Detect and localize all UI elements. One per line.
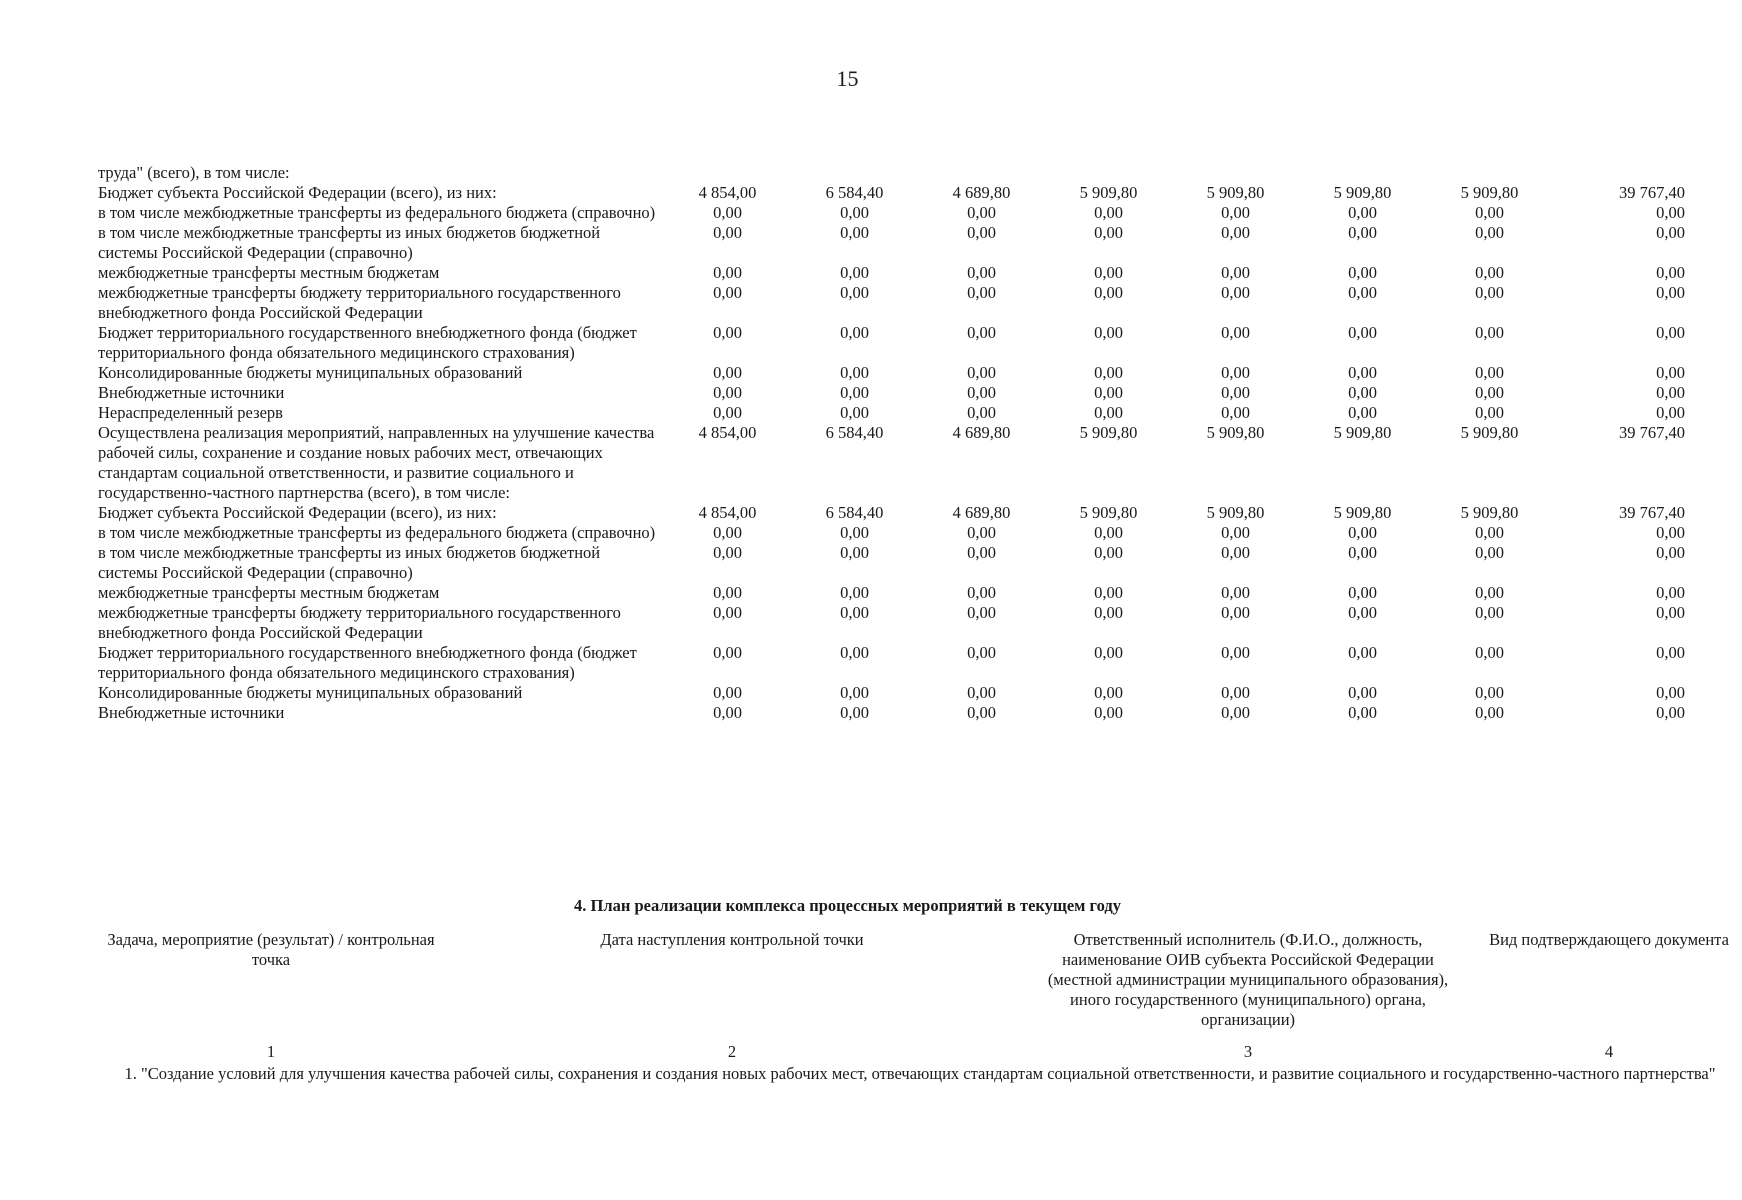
funding-value: 0,00 <box>840 383 869 402</box>
funding-value: 0,00 <box>1094 283 1123 302</box>
funding-value: 0,00 <box>1656 703 1685 722</box>
funding-value: 0,00 <box>1094 403 1123 422</box>
funding-value: 0,00 <box>967 703 996 722</box>
funding-value: 0,00 <box>967 523 996 542</box>
funding-row-label: межбюджетные трансферты бюджету территориального государственного внебюджетного фонда Российской Федерации <box>98 603 621 642</box>
funding-row <box>98 403 1691 423</box>
funding-value: 0,00 <box>1348 683 1377 702</box>
funding-row-label: в том числе межбюджетные трансферты из федерального бюджета (справочно) <box>98 523 656 542</box>
funding-value: 0,00 <box>1094 363 1123 382</box>
plan-column-number: 1 <box>266 1042 276 1061</box>
funding-value: 0,00 <box>840 683 869 702</box>
funding-value: 0,00 <box>1094 383 1123 402</box>
funding-value: 0,00 <box>967 203 996 222</box>
funding-value: 0,00 <box>1475 523 1504 542</box>
funding-value: 39 767,40 <box>1619 503 1685 522</box>
funding-row <box>98 503 1691 523</box>
plan-header-executor: Ответственный исполнитель (Ф.И.О., должность, наименование ОИВ субъекта Российской Федерации (местной администрации муниципального образования), иного государственного (муниципального) органа, организации) <box>1047 930 1449 1029</box>
funding-row <box>98 543 1691 583</box>
funding-value: 0,00 <box>713 223 742 242</box>
funding-value <box>918 163 1045 183</box>
plan-task-row: 1. "Создание условий для улучшения качества рабочей силы, сохранения и создания новых рабочих мест, отвечающих стандартам социальной ответственности, и развитие социального и государственно-частного партнерства" <box>124 1064 1716 1083</box>
funding-row-label: межбюджетные трансферты бюджету территориального государственного внебюджетного фонда Российской Федерации <box>98 283 621 322</box>
funding-value: 0,00 <box>1094 603 1123 622</box>
funding-value: 0,00 <box>1656 363 1685 382</box>
funding-value: 0,00 <box>967 603 996 622</box>
funding-value: 0,00 <box>1475 223 1504 242</box>
funding-value: 0,00 <box>713 283 742 302</box>
funding-value: 0,00 <box>1094 683 1123 702</box>
funding-value: 0,00 <box>1656 283 1685 302</box>
funding-value: 0,00 <box>1656 683 1685 702</box>
funding-value: 0,00 <box>1656 263 1685 282</box>
funding-value: 0,00 <box>713 523 742 542</box>
funding-value: 0,00 <box>840 283 869 302</box>
funding-value: 0,00 <box>1475 323 1504 342</box>
funding-value: 0,00 <box>967 283 996 302</box>
funding-row <box>98 683 1691 703</box>
page-number: 15 <box>836 66 859 91</box>
funding-row-label: Консолидированные бюджеты муниципальных образований <box>98 683 523 702</box>
funding-row <box>98 323 1691 363</box>
funding-value: 5 909,80 <box>1333 423 1392 442</box>
funding-value: 0,00 <box>1348 203 1377 222</box>
funding-value: 0,00 <box>1348 363 1377 382</box>
funding-value: 5 909,80 <box>1460 183 1519 202</box>
funding-value: 0,00 <box>1221 363 1250 382</box>
funding-row-label: Нераспределенный резерв <box>98 403 283 422</box>
funding-value: 0,00 <box>1348 523 1377 542</box>
funding-value: 0,00 <box>1656 643 1685 662</box>
funding-value <box>1045 163 1172 183</box>
funding-value: 4 854,00 <box>698 423 757 442</box>
funding-row <box>98 163 1691 183</box>
funding-value: 0,00 <box>1475 643 1504 662</box>
funding-value: 0,00 <box>1094 543 1123 562</box>
funding-value: 0,00 <box>967 323 996 342</box>
funding-value: 0,00 <box>1348 603 1377 622</box>
funding-value: 0,00 <box>1221 703 1250 722</box>
funding-value: 0,00 <box>1348 323 1377 342</box>
funding-value <box>1553 163 1691 183</box>
funding-value: 0,00 <box>1348 263 1377 282</box>
funding-value: 5 909,80 <box>1206 423 1265 442</box>
funding-row <box>98 523 1691 543</box>
funding-value: 0,00 <box>1094 523 1123 542</box>
funding-value: 0,00 <box>713 643 742 662</box>
funding-value: 0,00 <box>1475 363 1504 382</box>
funding-row-label: Осуществлена реализация мероприятий, направленных на улучшение качества рабочей силы, сохранение и создание новых рабочих мест, отвечающих стандартам социальной ответственности, и развитие социального и государственно-частного партнерства (всего), в том числе: <box>98 423 655 502</box>
funding-value: 6 584,40 <box>825 183 884 202</box>
funding-value: 5 909,80 <box>1079 503 1138 522</box>
funding-value: 0,00 <box>713 383 742 402</box>
funding-value: 0,00 <box>1656 603 1685 622</box>
funding-value: 0,00 <box>1475 263 1504 282</box>
funding-value: 5 909,80 <box>1460 423 1519 442</box>
funding-value: 5 909,80 <box>1206 503 1265 522</box>
funding-value: 0,00 <box>1656 383 1685 402</box>
funding-value: 0,00 <box>1475 383 1504 402</box>
funding-row <box>98 583 1691 603</box>
funding-value: 0,00 <box>1656 223 1685 242</box>
funding-row <box>98 643 1691 683</box>
funding-value: 0,00 <box>713 583 742 602</box>
funding-value: 0,00 <box>1221 383 1250 402</box>
funding-row <box>98 203 1691 223</box>
funding-value: 0,00 <box>1221 683 1250 702</box>
funding-value: 0,00 <box>713 403 742 422</box>
funding-value: 0,00 <box>1656 543 1685 562</box>
funding-row <box>98 283 1691 323</box>
funding-value: 0,00 <box>840 523 869 542</box>
plan-column-number: 2 <box>727 1042 737 1061</box>
funding-row <box>98 263 1691 283</box>
funding-value: 0,00 <box>1221 283 1250 302</box>
funding-value: 0,00 <box>840 203 869 222</box>
funding-value: 0,00 <box>1475 683 1504 702</box>
funding-row-label: Бюджет территориального государственного внебюджетного фонда (бюджет территориального фонда обязательного медицинского страхования) <box>98 323 637 362</box>
funding-value: 0,00 <box>1094 583 1123 602</box>
funding-value <box>791 163 918 183</box>
funding-value: 39 767,40 <box>1619 183 1685 202</box>
funding-value: 0,00 <box>1094 203 1123 222</box>
funding-value: 0,00 <box>840 583 869 602</box>
funding-value: 5 909,80 <box>1460 503 1519 522</box>
funding-value: 0,00 <box>1656 323 1685 342</box>
funding-value: 0,00 <box>713 263 742 282</box>
funding-value: 0,00 <box>1475 403 1504 422</box>
funding-row-label: Внебюджетные источники <box>98 383 285 402</box>
plan-header-date: Дата наступления контрольной точки <box>600 930 864 949</box>
funding-value: 0,00 <box>713 603 742 622</box>
funding-value: 0,00 <box>1348 703 1377 722</box>
funding-value: 39 767,40 <box>1619 423 1685 442</box>
funding-value: 0,00 <box>1221 323 1250 342</box>
funding-value: 0,00 <box>1221 263 1250 282</box>
funding-value: 0,00 <box>1221 583 1250 602</box>
funding-row <box>98 223 1691 263</box>
funding-value: 0,00 <box>1656 583 1685 602</box>
funding-value: 0,00 <box>967 223 996 242</box>
funding-value: 0,00 <box>1475 283 1504 302</box>
funding-value: 0,00 <box>840 323 869 342</box>
funding-row <box>98 183 1691 203</box>
funding-row-label: межбюджетные трансферты местным бюджетам <box>98 263 440 282</box>
funding-value: 0,00 <box>967 543 996 562</box>
funding-value: 0,00 <box>840 363 869 382</box>
funding-value: 0,00 <box>1656 203 1685 222</box>
funding-row-label: Бюджет территориального государственного внебюджетного фонда (бюджет территориального фонда обязательного медицинского страхования) <box>98 643 637 682</box>
funding-value: 0,00 <box>840 543 869 562</box>
funding-value: 0,00 <box>713 323 742 342</box>
funding-value: 0,00 <box>840 403 869 422</box>
funding-row-label: в том числе межбюджетные трансферты из федерального бюджета (справочно) <box>98 203 656 222</box>
plan-column-number: 3 <box>1243 1042 1253 1061</box>
plan-column-number: 4 <box>1604 1042 1614 1061</box>
funding-table <box>98 163 1691 723</box>
funding-value: 0,00 <box>1348 403 1377 422</box>
plan-header-task: Задача, мероприятие (результат) / контрольная точка <box>107 930 435 969</box>
funding-value: 0,00 <box>713 683 742 702</box>
funding-value: 0,00 <box>1094 323 1123 342</box>
funding-value: 0,00 <box>1348 643 1377 662</box>
funding-value: 0,00 <box>1221 403 1250 422</box>
funding-value <box>1426 163 1553 183</box>
funding-row <box>98 703 1691 723</box>
funding-value: 0,00 <box>713 363 742 382</box>
funding-value: 0,00 <box>1475 603 1504 622</box>
funding-value: 0,00 <box>1475 203 1504 222</box>
funding-value: 0,00 <box>1656 523 1685 542</box>
funding-value: 0,00 <box>1221 203 1250 222</box>
funding-value: 6 584,40 <box>825 503 884 522</box>
funding-row <box>98 383 1691 403</box>
funding-value: 0,00 <box>1348 383 1377 402</box>
funding-value: 0,00 <box>967 583 996 602</box>
funding-value: 0,00 <box>713 543 742 562</box>
funding-value: 0,00 <box>1094 703 1123 722</box>
funding-value: 0,00 <box>1221 603 1250 622</box>
plan-table <box>98 930 1742 1085</box>
funding-value: 5 909,80 <box>1333 183 1392 202</box>
funding-value: 5 909,80 <box>1079 423 1138 442</box>
funding-value: 0,00 <box>840 603 869 622</box>
funding-value: 5 909,80 <box>1333 503 1392 522</box>
funding-value <box>1172 163 1299 183</box>
funding-value: 0,00 <box>1475 703 1504 722</box>
funding-row <box>98 603 1691 643</box>
funding-row-label: в том числе межбюджетные трансферты из иных бюджетов бюджетной системы Российской Федерации (справочно) <box>98 223 601 262</box>
funding-value: 4 854,00 <box>698 183 757 202</box>
funding-value: 0,00 <box>1094 223 1123 242</box>
funding-value: 0,00 <box>1221 543 1250 562</box>
funding-value: 0,00 <box>840 643 869 662</box>
funding-value <box>664 163 791 183</box>
funding-value: 0,00 <box>713 703 742 722</box>
funding-value: 0,00 <box>1348 543 1377 562</box>
funding-value: 4 689,80 <box>952 183 1011 202</box>
funding-value: 4 689,80 <box>952 503 1011 522</box>
funding-row <box>98 423 1691 503</box>
funding-row-label: Бюджет субъекта Российской Федерации (всего), из них: <box>98 503 497 522</box>
funding-value: 0,00 <box>1094 643 1123 662</box>
funding-value: 6 584,40 <box>825 423 884 442</box>
section-title: 4. План реализации комплекса процессных мероприятий в текущем году <box>574 896 1121 915</box>
plan-header-document: Вид подтверждающего документа <box>1489 930 1729 949</box>
funding-value: 0,00 <box>840 703 869 722</box>
funding-value: 0,00 <box>1348 283 1377 302</box>
funding-row-label: Бюджет субъекта Российской Федерации (всего), из них: <box>98 183 497 202</box>
funding-value: 0,00 <box>1094 263 1123 282</box>
funding-row-label: межбюджетные трансферты местным бюджетам <box>98 583 440 602</box>
funding-value: 5 909,80 <box>1206 183 1265 202</box>
funding-value: 5 909,80 <box>1079 183 1138 202</box>
funding-value: 0,00 <box>1221 223 1250 242</box>
funding-value: 0,00 <box>1656 403 1685 422</box>
funding-value: 0,00 <box>1348 223 1377 242</box>
funding-row-label: Внебюджетные источники <box>98 703 285 722</box>
funding-value: 0,00 <box>967 363 996 382</box>
funding-value: 0,00 <box>1475 543 1504 562</box>
funding-table-body <box>98 163 1691 723</box>
funding-value: 0,00 <box>967 683 996 702</box>
funding-row <box>98 363 1691 383</box>
funding-row-label: в том числе межбюджетные трансферты из иных бюджетов бюджетной системы Российской Федерации (справочно) <box>98 543 601 582</box>
funding-value: 0,00 <box>1221 523 1250 542</box>
funding-value: 0,00 <box>713 203 742 222</box>
funding-value: 0,00 <box>1348 583 1377 602</box>
funding-value: 4 689,80 <box>952 423 1011 442</box>
funding-value: 0,00 <box>967 403 996 422</box>
funding-row-label: Консолидированные бюджеты муниципальных образований <box>98 363 523 382</box>
funding-value: 0,00 <box>967 263 996 282</box>
funding-value: 4 854,00 <box>698 503 757 522</box>
funding-value: 0,00 <box>840 263 869 282</box>
funding-value: 0,00 <box>1475 583 1504 602</box>
funding-value: 0,00 <box>1221 643 1250 662</box>
funding-row-label: труда" (всего), в том числе: <box>98 163 290 182</box>
funding-value: 0,00 <box>840 223 869 242</box>
funding-value: 0,00 <box>967 383 996 402</box>
funding-value: 0,00 <box>967 643 996 662</box>
funding-value <box>1299 163 1426 183</box>
